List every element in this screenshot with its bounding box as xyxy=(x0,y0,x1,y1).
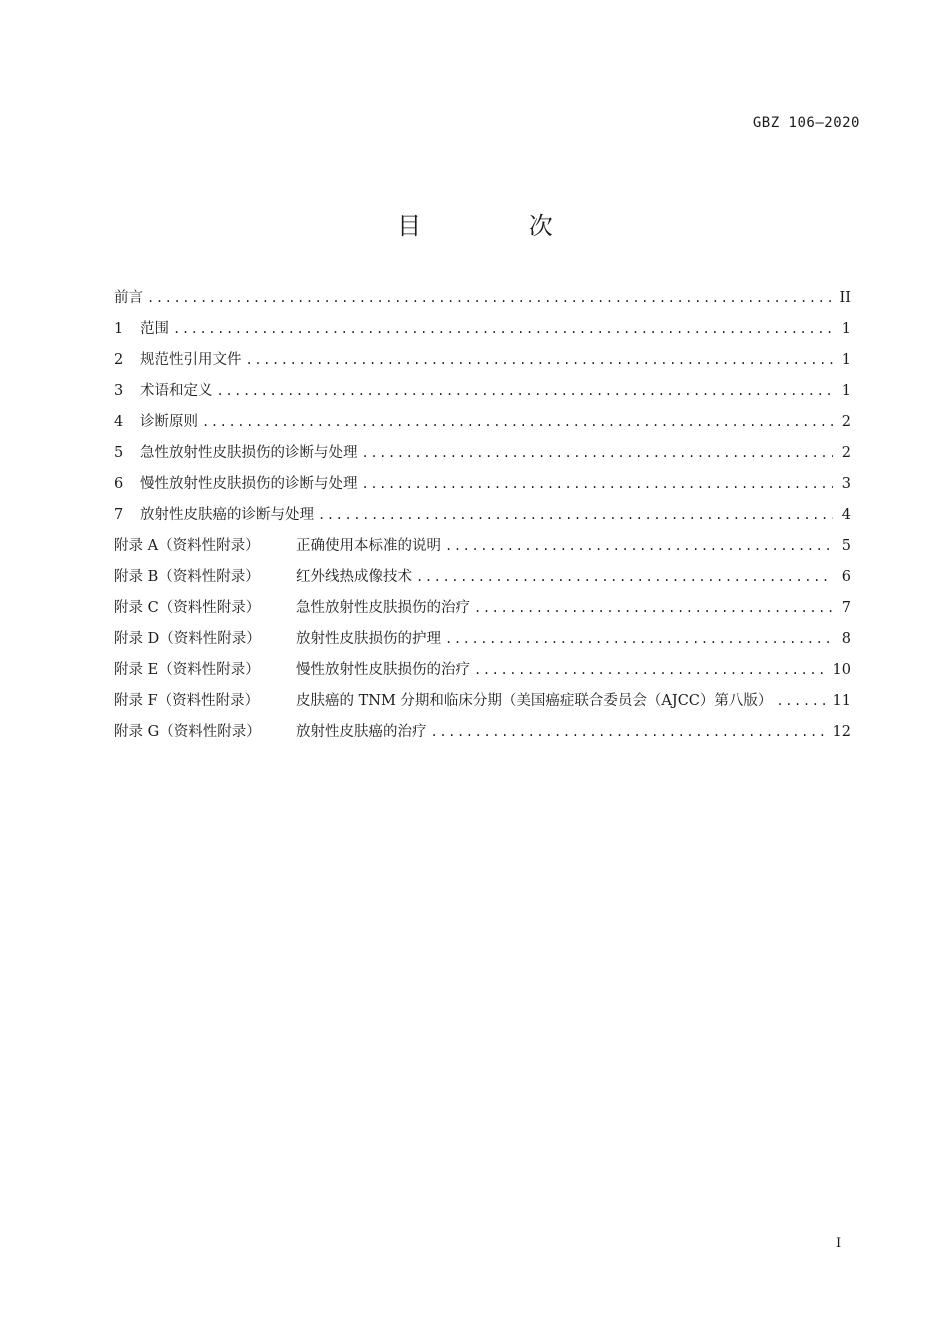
toc-entry-appendix-g[interactable] xyxy=(114,717,851,748)
toc-list xyxy=(114,283,851,748)
toc-entry-number: 5 xyxy=(114,445,124,461)
toc-entry-page: 1 xyxy=(841,352,851,368)
toc-entry-page: 6 xyxy=(841,569,851,585)
toc-entry-page: 3 xyxy=(841,476,851,492)
toc-entry-page: 10 xyxy=(832,662,851,678)
toc-entry-label: 慢性放射性皮肤损伤的治疗 xyxy=(296,662,470,678)
toc-entry-label: 术语和定义 xyxy=(140,383,213,399)
toc-title: 目 次 xyxy=(397,212,603,240)
dot-leader xyxy=(431,717,829,748)
dot-leader xyxy=(173,314,833,345)
dot-leader xyxy=(416,562,833,593)
toc-entry-appendix-c[interactable] xyxy=(114,593,851,624)
dot-leader xyxy=(147,283,833,314)
dot-leader xyxy=(474,655,829,686)
appendix-prefix: 附录 C（资料性附录） xyxy=(114,600,261,616)
appendix-prefix: 附录 B（资料性附录） xyxy=(114,569,260,585)
toc-entry-label: 慢性放射性皮肤损伤的诊断与处理 xyxy=(140,476,358,492)
toc-entry-number: 6 xyxy=(114,476,124,492)
toc-entry-section-5[interactable] xyxy=(114,438,851,469)
toc-entry-label: 正确使用本标准的说明 xyxy=(296,538,441,554)
dot-leader xyxy=(202,407,833,438)
toc-entry-label: 皮肤癌的 TNM 分期和临床分期（美国癌症联合委员会（AJCC）第八版） xyxy=(296,693,773,709)
page-number: I xyxy=(836,1236,842,1251)
document-code: GBZ 106—2020 xyxy=(752,115,860,131)
appendix-prefix: 附录 D（资料性附录） xyxy=(114,631,261,647)
toc-entry-number: 1 xyxy=(114,321,124,337)
dot-leader xyxy=(318,500,833,531)
toc-entry-label: 前言 xyxy=(114,290,143,306)
toc-entry-number: 4 xyxy=(114,414,124,430)
toc-entry-label: 范围 xyxy=(140,321,169,337)
toc-entry-page: 2 xyxy=(841,445,851,461)
toc-entry-label: 规范性引用文件 xyxy=(140,352,242,368)
toc-entry-appendix-a[interactable] xyxy=(114,531,851,562)
toc-entry-label: 放射性皮肤癌的治疗 xyxy=(296,724,427,740)
toc-entry-appendix-e[interactable] xyxy=(114,655,851,686)
toc-entry-page: 4 xyxy=(841,507,851,523)
toc-entry-page: 11 xyxy=(832,693,851,709)
dot-leader xyxy=(445,624,833,655)
toc-entry-preface[interactable] xyxy=(114,283,851,314)
dot-leader xyxy=(217,376,834,407)
appendix-prefix: 附录 F（资料性附录） xyxy=(114,693,260,709)
toc-entry-section-3[interactable] xyxy=(114,376,851,407)
toc-entry-page: 12 xyxy=(832,724,851,740)
toc-entry-label: 放射性皮肤损伤的护理 xyxy=(296,631,441,647)
toc-entry-page: 2 xyxy=(841,414,851,430)
dot-leader xyxy=(776,686,828,717)
dot-leader xyxy=(362,469,834,500)
toc-entry-page: 1 xyxy=(841,321,851,337)
toc-entry-section-1[interactable] xyxy=(114,314,851,345)
dot-leader xyxy=(445,531,833,562)
toc-entry-page: 1 xyxy=(841,383,851,399)
toc-entry-section-7[interactable] xyxy=(114,500,851,531)
appendix-prefix: 附录 A（资料性附录） xyxy=(114,538,260,554)
toc-entry-label: 放射性皮肤癌的诊断与处理 xyxy=(140,507,314,523)
toc-entry-label: 诊断原则 xyxy=(140,414,198,430)
toc-entry-number: 2 xyxy=(114,352,124,368)
toc-entry-label: 红外线热成像技术 xyxy=(296,569,412,585)
dot-leader xyxy=(362,438,834,469)
toc-entry-section-2[interactable] xyxy=(114,345,851,376)
toc-entry-appendix-b[interactable] xyxy=(114,562,851,593)
toc-entry-label: 急性放射性皮肤损伤的诊断与处理 xyxy=(140,445,358,461)
appendix-prefix: 附录 E（资料性附录） xyxy=(114,662,260,678)
dot-leader xyxy=(246,345,834,376)
toc-entry-page: 5 xyxy=(841,538,851,554)
toc-entry-label: 急性放射性皮肤损伤的治疗 xyxy=(296,600,470,616)
dot-leader xyxy=(474,593,833,624)
toc-entry-appendix-f[interactable] xyxy=(114,686,851,717)
appendix-prefix: 附录 G（资料性附录） xyxy=(114,724,261,740)
toc-entry-section-6[interactable] xyxy=(114,469,851,500)
toc-entry-page: II xyxy=(839,290,851,306)
toc-entry-section-4[interactable] xyxy=(114,407,851,438)
toc-entry-number: 7 xyxy=(114,507,124,523)
toc-entry-page: 8 xyxy=(841,631,851,647)
toc-entry-appendix-d[interactable] xyxy=(114,624,851,655)
toc-entry-page: 7 xyxy=(841,600,851,616)
toc-entry-number: 3 xyxy=(114,383,124,399)
